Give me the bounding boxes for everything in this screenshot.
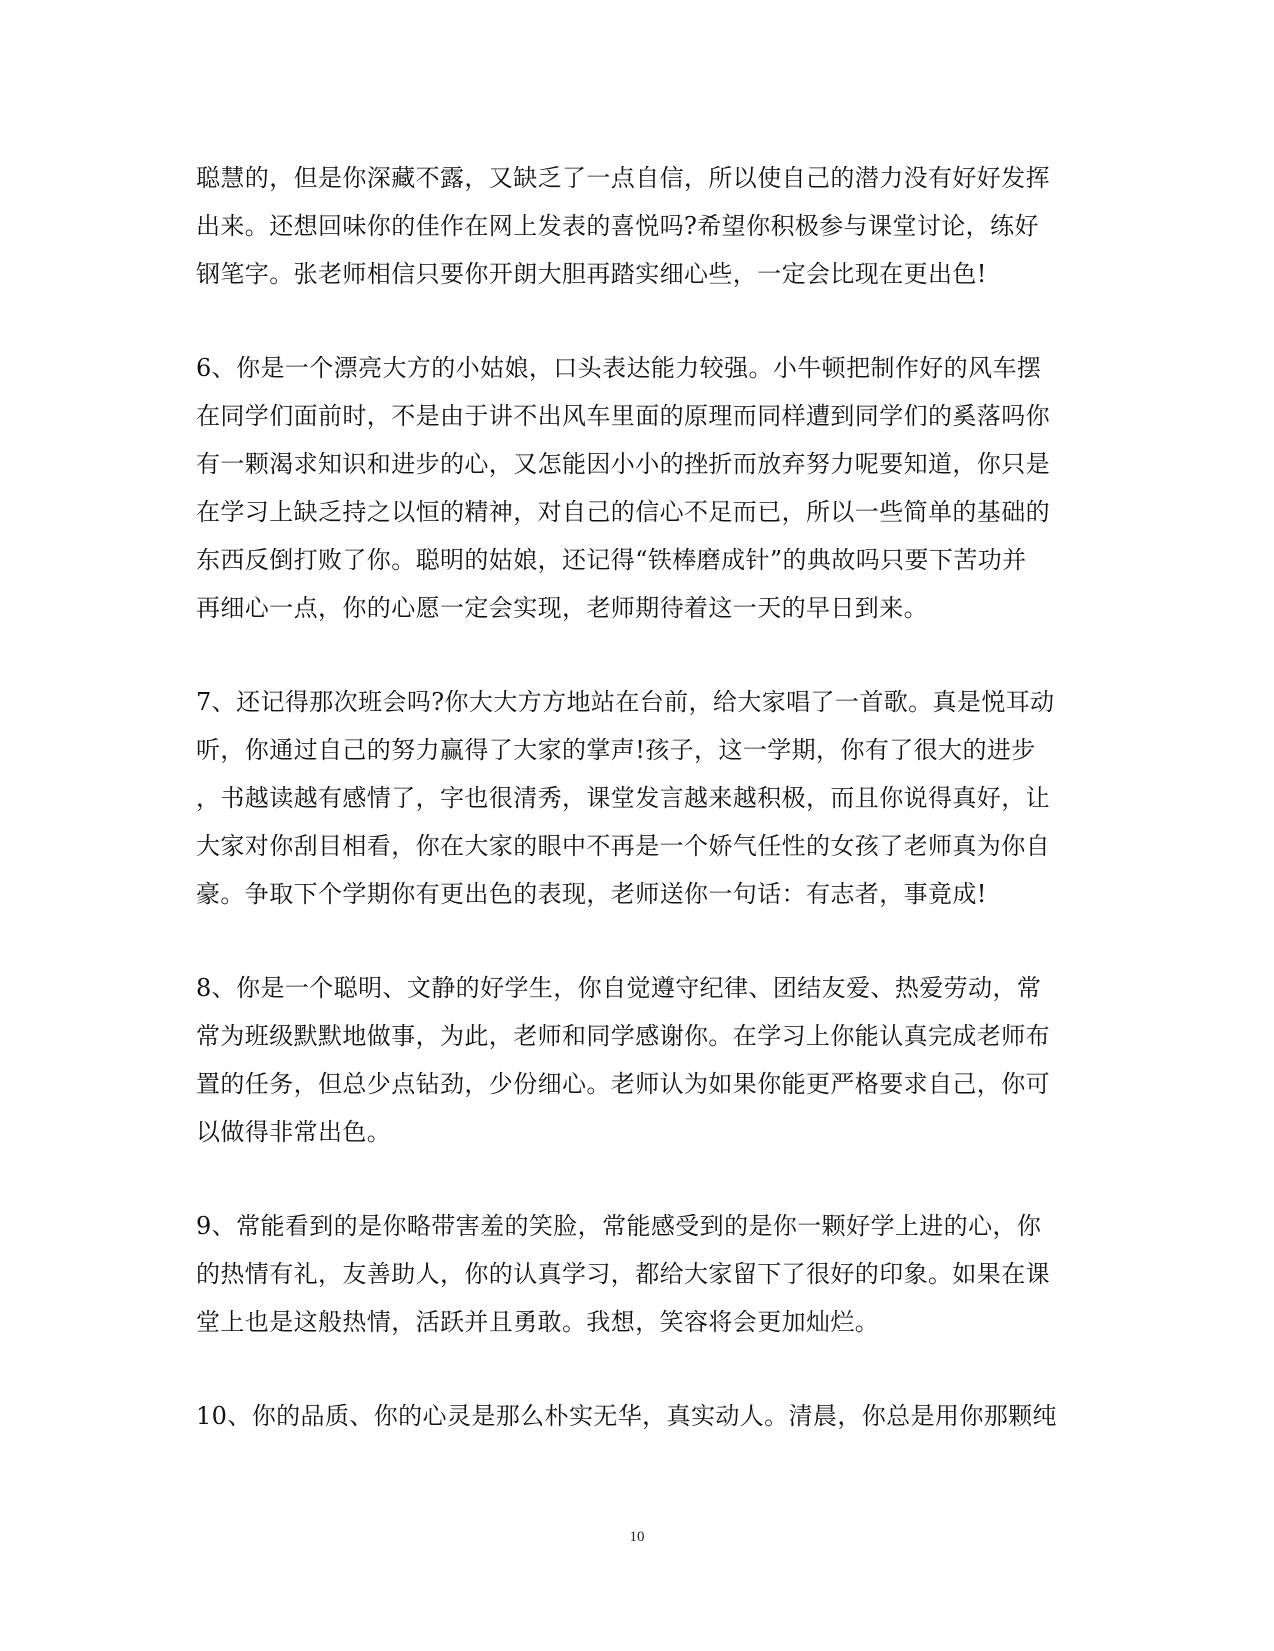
text-line: 聪慧的，但是你深藏不露，又缺乏了一点自信，所以使自己的潜力没有好好发挥 — [196, 164, 1050, 192]
text-line: 的热情有礼，友善助人，你的认真学习，都给大家留下了很好的印象。如果在课 — [196, 1260, 1050, 1288]
text-line: 豪。争取下个学期你有更出色的表现，老师送你一句话：有志者，事竟成! — [196, 880, 987, 908]
paragraph-item-10 — [196, 1392, 1076, 1440]
paragraph-continuation — [196, 154, 1076, 298]
text-line: 8、你是一个聪明、文静的好学生，你自觉遵守纪律、团结友爱、热爱劳动，常 — [196, 974, 1042, 1002]
text-line: 出来。还想回味你的佳作在网上发表的喜悦吗?希望你积极参与课堂讨论，练好 — [196, 212, 1039, 240]
text-line: 以做得非常出色。 — [196, 1118, 392, 1146]
text-line: 常为班级默默地做事，为此，老师和同学感谢你。在学习上你能认真完成老师布 — [196, 1022, 1050, 1050]
text-line: ，书越读越有感情了，字也很清秀，课堂发言越来越积极，而且你说得真好，让 — [196, 784, 1050, 812]
page-number: 10 — [629, 1529, 645, 1545]
text-line: 7、还记得那次班会吗?你大大方方地站在台前，给大家唱了一首歌。真是悦耳动 — [196, 688, 1055, 716]
text-line: 再细心一点，你的心愿一定会实现，老师期待着这一天的早日到来。 — [196, 594, 928, 622]
text-line: 东西反倒打败了你。聪明的姑娘，还记得“铁棒磨成针”的典故吗只要下苦功并 — [196, 546, 1027, 574]
text-line: 堂上也是这般热情，活跃并且勇敢。我想，笑容将会更加灿烂。 — [196, 1308, 880, 1336]
paragraph-item-7 — [196, 678, 1076, 918]
paragraph-item-8 — [196, 964, 1076, 1156]
text-line: 6、你是一个漂亮大方的小姑娘，口头表达能力较强。小牛顿把制作好的风车摆 — [196, 354, 1042, 382]
text-line: 钢笔字。张老师相信只要你开朗大胆再踏实细心些，一定会比现在更出色! — [196, 260, 987, 288]
text-line: 9、常能看到的是你略带害羞的笑脸，常能感受到的是你一颗好学上进的心，你 — [196, 1212, 1042, 1240]
text-line: 10、你的品质、你的心灵是那么朴实无华，真实动人。清晨，你总是用你那颗纯 — [196, 1402, 1057, 1430]
text-line: 置的任务，但总少点钻劲，少份细心。老师认为如果你能更严格要求自己，你可 — [196, 1070, 1050, 1098]
paragraph-item-9 — [196, 1202, 1076, 1346]
text-line: 在学习上缺乏持之以恒的精神，对自己的信心不足而已，所以一些简单的基础的 — [196, 498, 1050, 526]
text-line: 有一颗渴求知识和进步的心，又怎能因小小的挫折而放弃努力呢要知道，你只是 — [196, 450, 1050, 478]
document-body — [196, 154, 1076, 1486]
paragraph-item-6 — [196, 344, 1076, 632]
text-line: 听，你通过自己的努力赢得了大家的掌声!孩子，这一学期，你有了很大的进步 — [196, 736, 1036, 764]
text-line: 大家对你刮目相看，你在大家的眼中不再是一个娇气任性的女孩了老师真为你自 — [196, 832, 1050, 860]
text-line: 在同学们面前时，不是由于讲不出风车里面的原理而同样遭到同学们的奚落吗你 — [196, 402, 1050, 430]
